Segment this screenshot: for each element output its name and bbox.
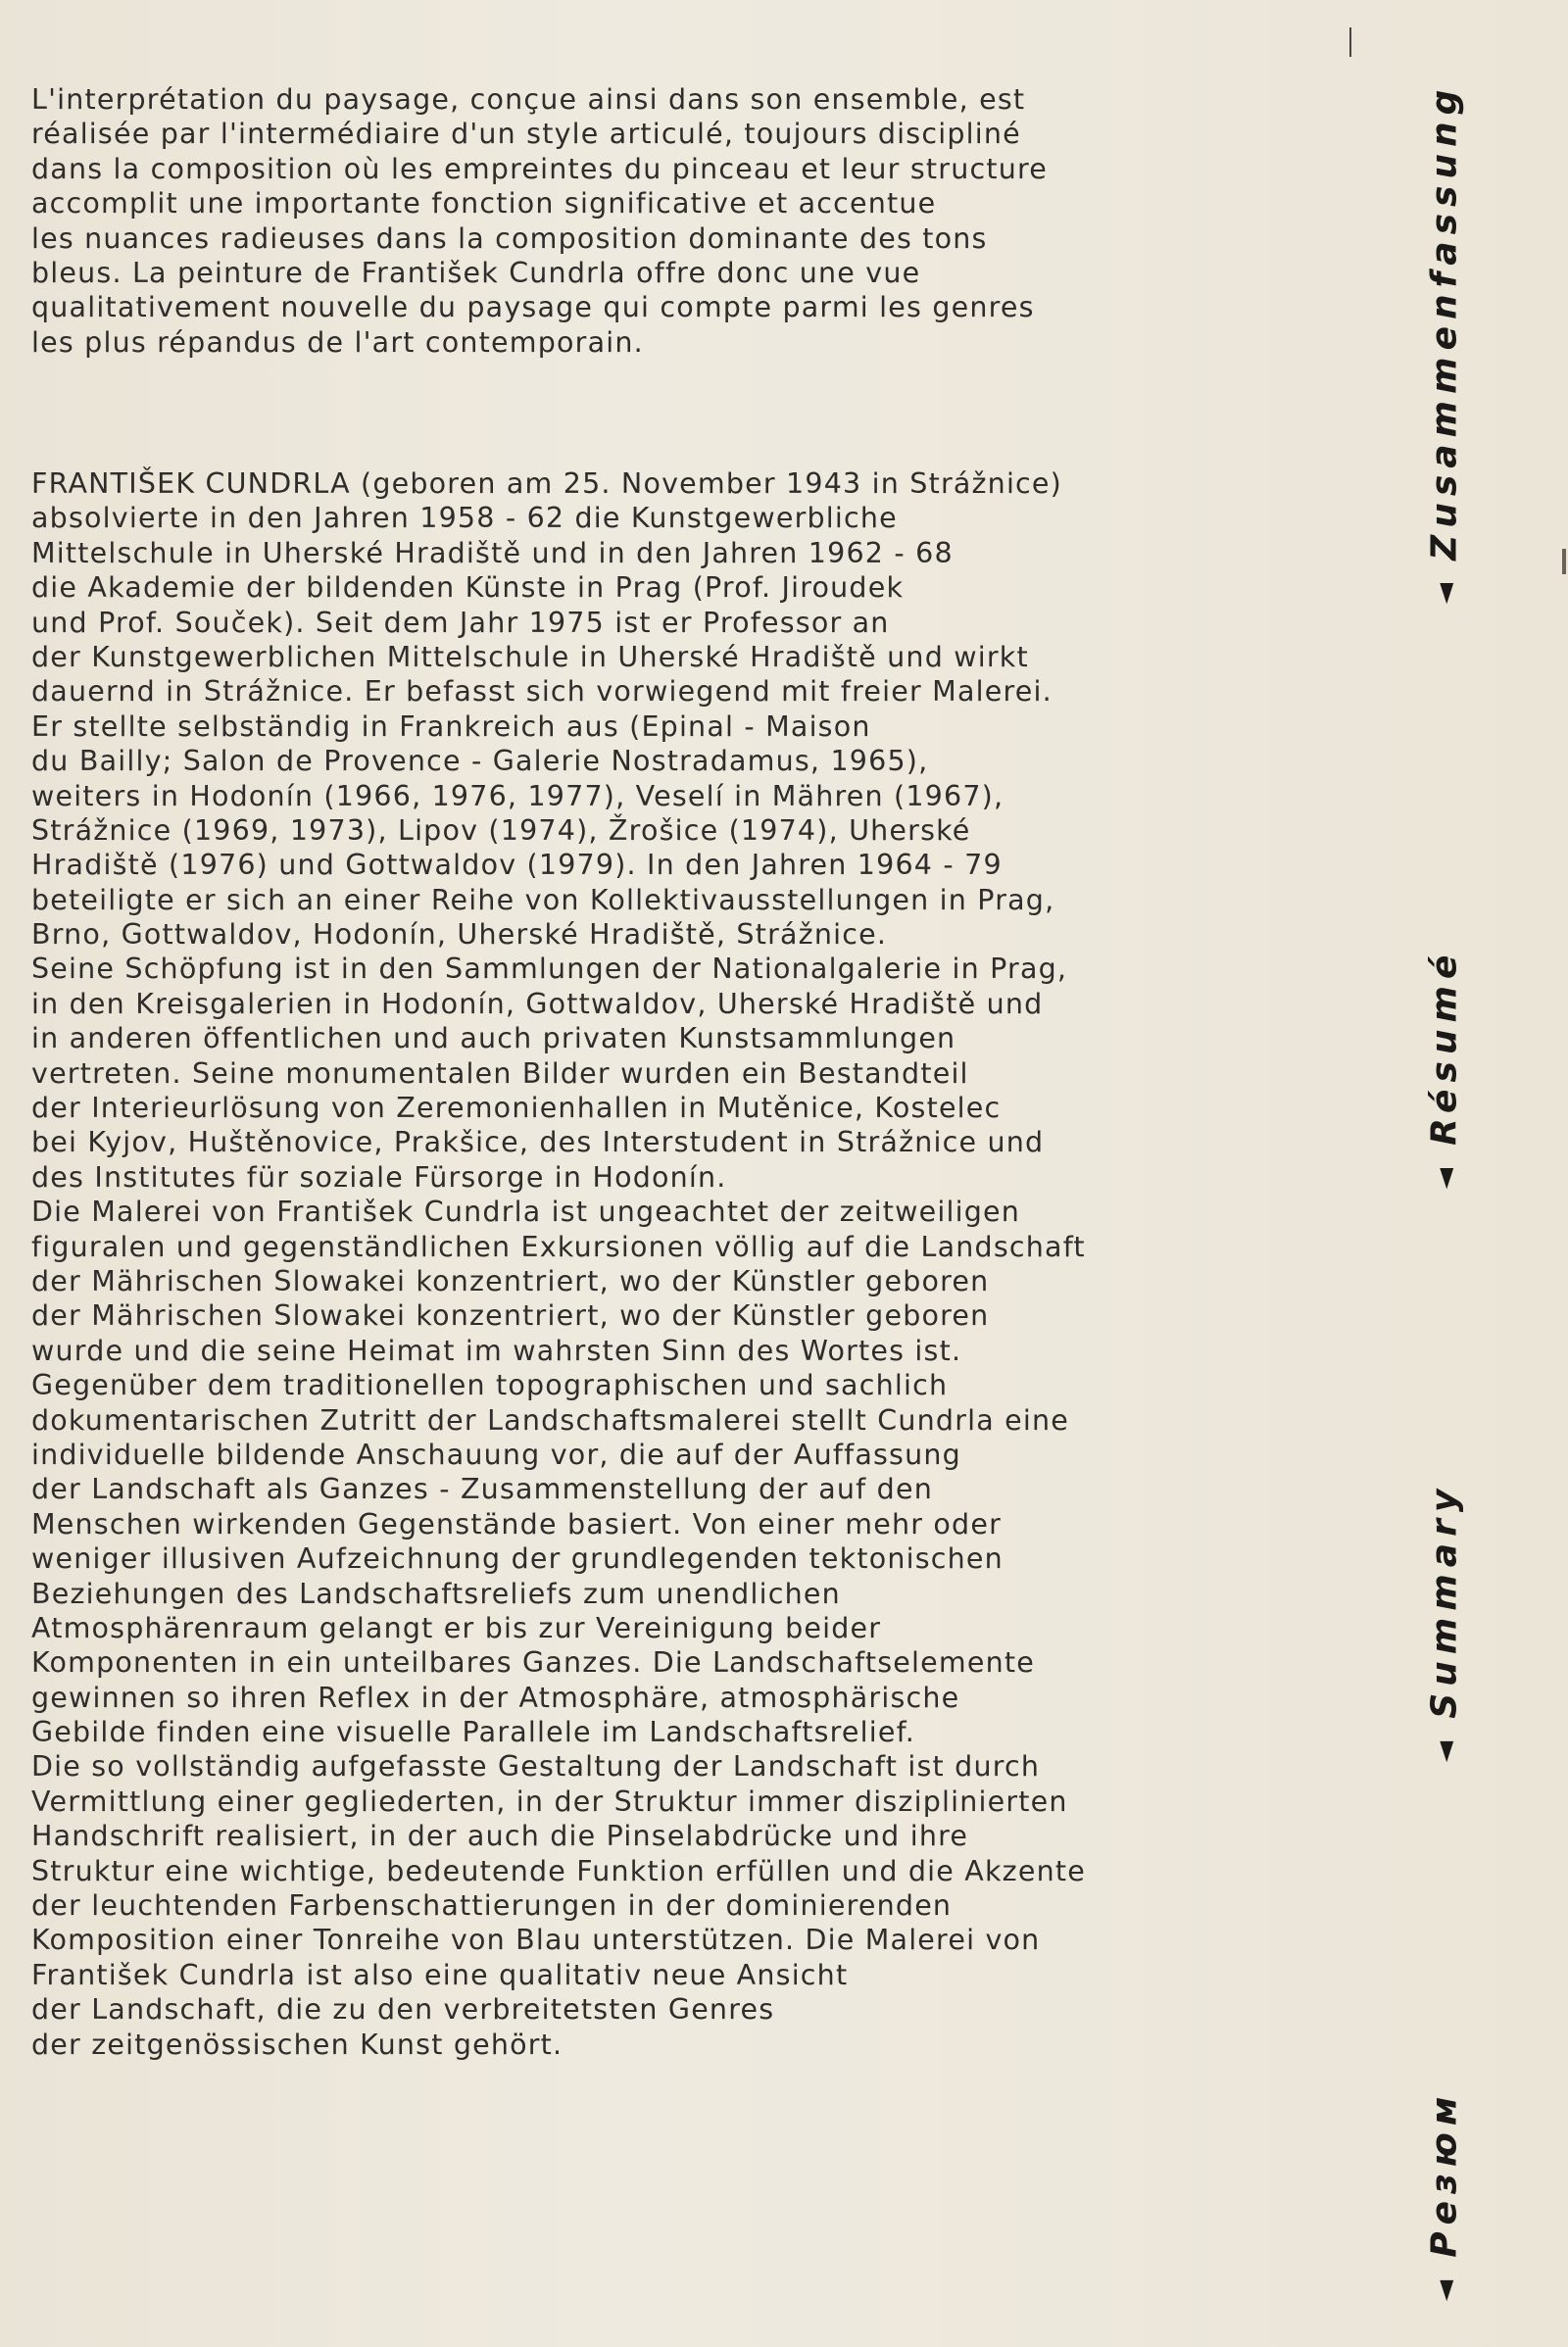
tab-resume-text: Résumé [1424, 948, 1465, 1146]
text-line: les nuances radieuses dans la composition dominante des tons [31, 221, 988, 255]
text-line: Seine Schöpfung ist in den Sammlungen der Nationalgalerie in Prag, [31, 953, 1068, 986]
text-line: Vermittlung einer gegliederten, in der Struktur immer disziplinierten [31, 1785, 1068, 1818]
text-line: des Institutes für soziale Fürsorge in Hodonín. [31, 1160, 727, 1194]
arrow-icon: ◄ [1428, 1734, 1461, 1762]
text-line: der Kunstgewerblichen Mittelschule in Uherské Hradiště und wirkt [31, 640, 1029, 673]
text-line: L'interprétation du paysage, conçue ainsi dans son ensemble, est [31, 83, 1026, 116]
text-line: Er stellte selbständig in Frankreich aus (Epinal - Maison [31, 709, 871, 743]
tab-rezyume-label [1425, 2089, 1465, 2301]
tick-mark [1349, 27, 1351, 57]
text-line: accomplit une importante fonction significative et accentue [31, 187, 937, 220]
text-line: Komponenten in ein unteilbares Ganzes. Die Landschaftselemente [31, 1646, 1035, 1680]
text-line: vertreten. Seine monumentalen Bilder wurden ein Bestandteil [31, 1056, 969, 1090]
text-line: les plus répandus de l'art contemporain. [31, 325, 644, 359]
text-line: der Mährischen Slowakei konzentriert, wo der Künstler geboren [31, 1264, 990, 1297]
text-line: absolvierte in den Jahren 1958 - 62 die Kunstgewerbliche [31, 502, 898, 535]
text-line: der leuchtenden Farbenschattierungen in der dominierenden [31, 1889, 953, 1923]
text-line: František Cundrla ist also eine qualitativ neue Ansicht [31, 1958, 849, 1991]
text-line: und Prof. Souček). Seit dem Jahr 1975 ist er Professor an [31, 606, 890, 639]
text-line: in den Kreisgalerien in Hodonín, Gottwaldov, Uherské Hradiště und [31, 987, 1044, 1020]
tab-rezyume[interactable] [1419, 2068, 1470, 2323]
text-line: der Mährischen Slowakei konzentriert, wo der Künstler geboren [31, 1299, 990, 1333]
page-edge-mark [1562, 549, 1566, 574]
text-line: Die Malerei von František Cundrla ist ungeachtet der zeitweiligen [31, 1196, 1021, 1229]
text-line: der Interieurlösung von Zeremonienhallen in Mutěnice, Kostelec [31, 1092, 1002, 1125]
tab-zusammenfassung-label [1425, 82, 1465, 604]
text-line: Struktur eine wichtige, bedeutende Funktion erfüllen und die Akzente [31, 1854, 1086, 1887]
text-line: Hradiště (1976) und Gottwaldov (1979). In den Jahren 1964 - 79 [31, 849, 1003, 882]
tab-summary[interactable] [1419, 1460, 1470, 1784]
text-line: dokumentarischen Zutritt der Landschaftsmalerei stellt Cundrla eine [31, 1403, 1070, 1437]
text-line: figuralen und gegenständlichen Exkursionen völlig auf die Landschaft [31, 1230, 1086, 1263]
tab-resume-label [1425, 948, 1465, 1189]
german-summary-text [31, 466, 1086, 2062]
text-line: individuelle bildende Anschauung vor, die auf der Auffassung [31, 1438, 961, 1471]
text-line: wurde und die seine Heimat im wahrsten Sinn des Wortes ist. [31, 1334, 962, 1367]
text-line: bei Kyjov, Huštěnovice, Prakšice, des Interstudent in Strážnice und [31, 1126, 1045, 1159]
text-line: FRANTIŠEK CUNDRLA (geboren am 25. November 1943 in Strážnice) [31, 467, 1062, 500]
tab-zusammenfassung[interactable] [1419, 59, 1470, 627]
tab-summary-label [1425, 1482, 1465, 1762]
arrow-icon: ◄ [1428, 575, 1461, 604]
text-line: Gebilde finden eine visuelle Parallele im Landschaftsrelief. [31, 1716, 916, 1749]
text-line: dauernd in Strážnice. Er befasst sich vorwiegend mit freier Malerei. [31, 675, 1053, 709]
text-line: weniger illusiven Aufzeichnung der grundlegenden tektonischen [31, 1542, 1004, 1576]
text-line: der Landschaft als Ganzes - Zusammenstellung der auf den [31, 1473, 933, 1506]
tab-rezyume-text: Резюм [1424, 2089, 1465, 2258]
text-line: Beziehungen des Landschaftsreliefs zum unendlichen [31, 1577, 841, 1610]
tab-resume[interactable] [1419, 921, 1470, 1215]
text-line: Menschen wirkenden Gegenstände basiert. Von einer mehr oder [31, 1507, 1002, 1540]
text-line: die Akademie der bildenden Künste in Prag (Prof. Jiroudek [31, 571, 905, 605]
text-line: Komposition einer Tonreihe von Blau unterstützen. Die Malerei von [31, 1924, 1041, 1957]
text-line: Brno, Gottwaldov, Hodonín, Uherské Hradiště, Strážnice. [31, 918, 888, 952]
french-paragraph [31, 82, 1048, 360]
arrow-icon: ◄ [1428, 1160, 1461, 1189]
text-line: der Landschaft, die zu den verbreitetsten Genres [31, 1993, 775, 2027]
arrow-icon: ◄ [1428, 2273, 1461, 2301]
text-line: réalisée par l'intermédiaire d'un style articulé, toujours discipliné [31, 118, 1021, 151]
tab-summary-text: Summary [1424, 1482, 1465, 1719]
text-line: Strážnice (1969, 1973), Lipov (1974), Žrošice (1974), Uherské [31, 813, 971, 847]
text-line: Mittelschule in Uherské Hradiště und in den Jahren 1962 - 68 [31, 536, 954, 569]
text-line: beteiligte er sich an einer Reihe von Kollektivausstellungen in Prag, [31, 883, 1055, 916]
text-line: Atmosphärenraum gelangt er bis zur Vereinigung beider [31, 1611, 882, 1644]
text-line: gewinnen so ihren Reflex in der Atmosphäre, atmosphärische [31, 1681, 960, 1714]
text-line: qualitativement nouvelle du paysage qui compte parmi les genres [31, 291, 1035, 324]
text-line: weiters in Hodonín (1966, 1976, 1977), Veselí in Mähren (1967), [31, 779, 1004, 812]
text-line: bleus. La peinture de František Cundrla offre donc une vue [31, 256, 921, 289]
text-line: Die so vollständig aufgefasste Gestaltung der Landschaft ist durch [31, 1750, 1041, 1784]
text-line: du Bailly; Salon de Provence - Galerie Nostradamus, 1965), [31, 745, 929, 778]
tab-zusammenfassung-text: Zusammenfassung [1424, 82, 1465, 561]
text-line: Gegenüber dem traditionellen topographischen und sachlich [31, 1369, 949, 1402]
text-line: dans la composition où les empreintes du pinceau et leur structure [31, 152, 1048, 185]
text-line: der zeitgenössischen Kunst gehört. [31, 2028, 564, 2061]
text-line: in anderen öffentlichen und auch privaten Kunstsammlungen [31, 1022, 956, 1055]
text-line: Handschrift realisiert, in der auch die Pinselabdrücke und ihre [31, 1820, 969, 1853]
